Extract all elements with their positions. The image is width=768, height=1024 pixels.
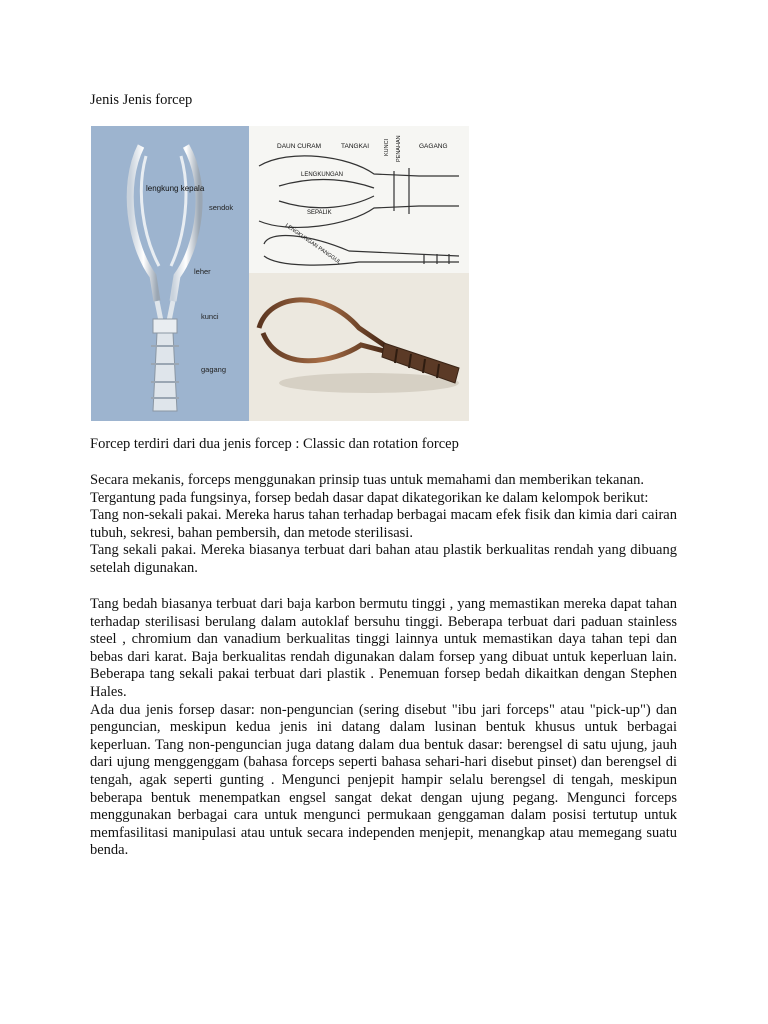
label-sepalik: SEPALIK: [307, 210, 332, 216]
page-title: Jenis Jenis forcep: [90, 92, 193, 108]
label-leher: leher: [194, 267, 211, 276]
label-tangkai: TANGKAI: [341, 143, 370, 150]
label-sendok: sendok: [209, 203, 234, 212]
forceps-photo-labeled: [91, 126, 249, 421]
paragraph: Tang sekali pakai. Mereka biasanya terbuat dari bahan atau plastik berkualitas rendah yang dibuang setelah digunakan.: [90, 542, 677, 576]
label-kunci: kunci: [201, 312, 219, 321]
label-gagang: gagang: [201, 365, 227, 374]
label-kunci-diagram: KUNCI: [384, 138, 390, 156]
label-gagang-diagram: GAGANG: [419, 143, 448, 150]
paragraph-block-2: [90, 596, 677, 860]
paragraph-block-1: [90, 472, 677, 578]
paragraph: Secara mekanis, forceps menggunakan prinsip tuas untuk memahami dan memberikan tekanan.: [90, 472, 645, 488]
label-lengkungan-panggul: LENGKUNGAN PANGGUL: [283, 222, 342, 266]
paragraph: Ada dua jenis forsep dasar: non-penguncian (sering disebut "ibu jari forceps" atau "pick-up") dan penguncian, meskipun kedua jenis ini datang dalam lusinan bentuk khusus untuk berbagai keperluan. Tang non-penguncian juga datang dalam dua bentuk dasar: berengsel di satu ujung, jauh dari ujung menggenggam (bahasa forceps seperti bahasa sehari-hari disebut pinset) dan berengsel di tengah, agak seperti gunting . Mengunci penjepit hampir selalu berengsel di tengah, meskipun beberapa bentuk menempatkan engsel sangat dekat dengan ujung pegang. Mengunci forceps menggunakan berbagai cara untuk mengunci permukaan genggaman dalam posisi tertutup untuk memfasilitasi manipulasi atau untuk secara independen menjepit, menangkap atau memegang suatu benda.: [90, 701, 677, 859]
forceps-diagram: [249, 126, 469, 273]
forceps-photo-bronze: [249, 273, 469, 421]
figure-caption: Forcep terdiri dari dua jenis forcep : Classic dan rotation forcep: [90, 436, 459, 452]
label-daun-curam: DAUN CURAM: [277, 143, 322, 150]
paragraph: Tang bedah biasanya terbuat dari baja karbon bermutu tinggi , yang memastikan mereka dapat tahan terhadap sterilisasi berulang dalam autoklaf bersuhu tinggi. Beberapa terbuat dari paduan stainless steel , chromium dan vanadium berkualitas tinggi lainnya untuk memastikan daya tahan tepi dan bebas dari karat. Baja berkualitas rendah digunakan dalam forsep yang dibuat untuk keperluan lain. Beberapa tang sekali pakai terbuat dari plastik . Penemuan forsep bedah dikaitkan dengan Stephen Hales.: [90, 596, 677, 700]
forceps-figure: [91, 126, 469, 421]
label-lengkungan: LENGKUNGAN: [301, 172, 344, 178]
label-penahan: PENAHAN: [396, 135, 402, 162]
paragraph: Tergantung pada fungsinya, forsep bedah dasar dapat dikategorikan ke dalam kelompok berikut:: [90, 489, 649, 506]
label-lengkung: lengkung kepala: [146, 184, 205, 193]
paragraph: Tang non-sekali pakai. Mereka harus tahan terhadap berbagai macam efek fisik dan kimia dari cairan tubuh, sekresi, bahan pembersih, dan metode sterilisasi.: [90, 507, 677, 541]
